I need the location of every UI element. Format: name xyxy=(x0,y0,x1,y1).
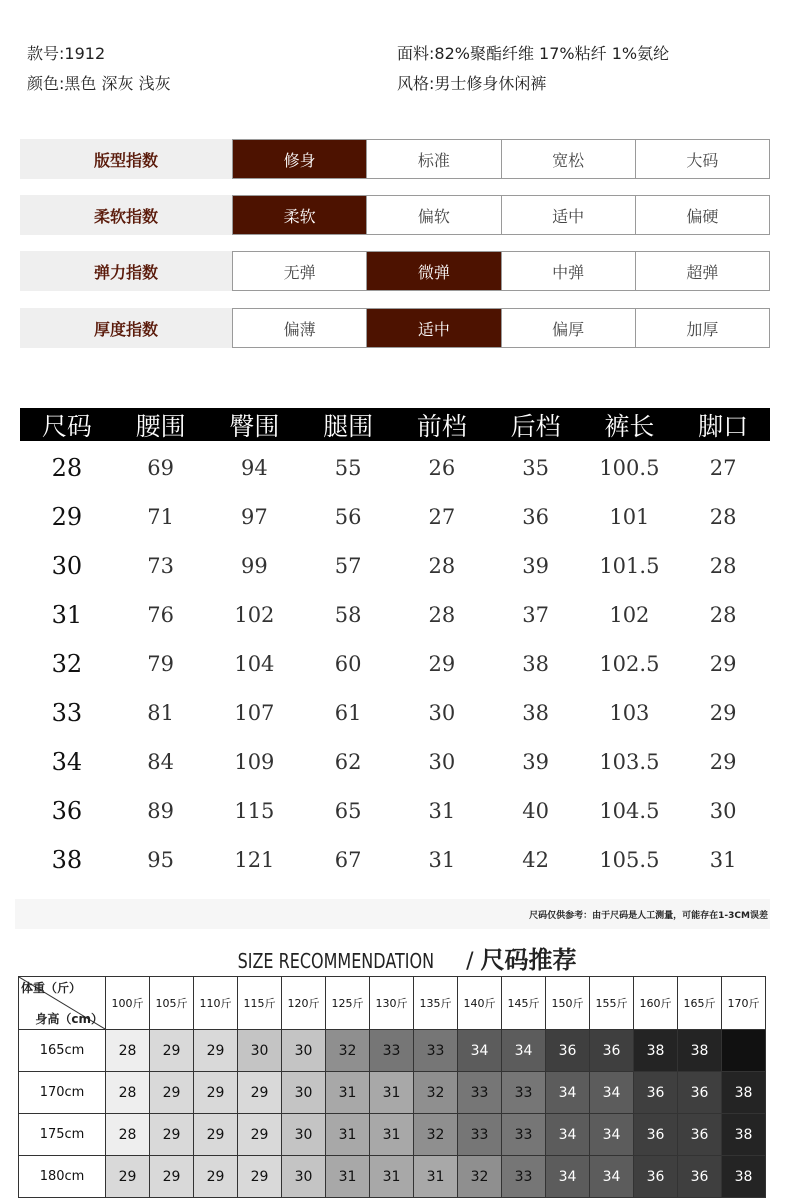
weight-header: 120斤 xyxy=(282,977,326,1030)
recommended-size-cell: 36 xyxy=(678,1156,722,1198)
recommended-size-cell: 38 xyxy=(634,1030,678,1072)
recommended-size-cell: 33 xyxy=(502,1114,546,1156)
recommended-size-cell: 29 xyxy=(194,1114,238,1156)
measurement-value: 69 xyxy=(147,456,174,481)
recommended-size-cell: 36 xyxy=(634,1114,678,1156)
size-table-row xyxy=(20,737,770,786)
index-options xyxy=(232,139,770,179)
size-header-cell: 尺码 xyxy=(41,411,92,441)
measurement-value: 37 xyxy=(522,603,549,628)
size-table-row xyxy=(20,786,770,835)
measurement-value: 107 xyxy=(234,700,275,725)
measurement-value: 81 xyxy=(147,700,174,725)
measurement-value: 76 xyxy=(147,603,174,628)
index-option-selected: 修身 xyxy=(233,140,366,178)
weight-header: 125斤 xyxy=(326,977,370,1030)
measurement-value: 84 xyxy=(147,749,174,774)
index-options xyxy=(232,308,770,348)
recommended-size-cell: 34 xyxy=(458,1030,502,1072)
recommended-size-cell: 33 xyxy=(502,1156,546,1198)
recommended-size-cell: 33 xyxy=(458,1114,502,1156)
recommended-size-cell: 29 xyxy=(238,1072,282,1114)
recommended-size-cell: 34 xyxy=(590,1072,634,1114)
style-number xyxy=(27,44,105,64)
index-label: 柔软指数 xyxy=(20,195,232,235)
index-row xyxy=(20,251,770,291)
recommended-size-cell: 34 xyxy=(590,1114,634,1156)
measurement-value: 31 xyxy=(428,798,456,823)
measurement-value: 60 xyxy=(334,652,362,676)
measurement-value: 104 xyxy=(234,652,275,676)
measurement-value: 105.5 xyxy=(599,847,660,872)
index-option-selected: 适中 xyxy=(366,309,500,347)
weight-header: 170斤 xyxy=(722,977,766,1030)
height-header: 170cm xyxy=(19,1072,106,1114)
measurement-value: 100.5 xyxy=(599,456,660,481)
weight-header: 115斤 xyxy=(238,977,282,1030)
measurement-value: 102.5 xyxy=(599,652,660,676)
recommended-size-cell: 29 xyxy=(150,1114,194,1156)
recommended-size-cell: 29 xyxy=(194,1072,238,1114)
size-value: 34 xyxy=(51,747,83,776)
measurement-value: 35 xyxy=(522,456,549,481)
recommendation-title-en: SIZE RECOMMENDATION xyxy=(238,949,435,973)
recommendation-title-cn: 尺码推荐 xyxy=(480,946,577,974)
measurement-value: 95 xyxy=(147,847,174,872)
recommended-size-cell: 33 xyxy=(414,1030,458,1072)
index-option-selected: 微弹 xyxy=(366,252,500,290)
index-options xyxy=(232,195,770,235)
size-header-cell: 后档 xyxy=(510,411,561,441)
recommended-size-cell: 31 xyxy=(326,1156,370,1198)
weight-header: 110斤 xyxy=(194,977,238,1030)
weight-header: 160斤 xyxy=(634,977,678,1030)
size-table-row xyxy=(20,444,770,493)
measurement-value: 36 xyxy=(522,505,549,530)
size-value: 38 xyxy=(51,845,83,874)
measurement-value: 71 xyxy=(147,505,174,530)
recommended-size-cell: 31 xyxy=(326,1114,370,1156)
measurement-value: 28 xyxy=(709,505,737,530)
index-option: 标准 xyxy=(366,140,500,178)
recommended-size-cell: 30 xyxy=(282,1114,326,1156)
measurement-value: 61 xyxy=(334,700,362,725)
index-options xyxy=(232,251,770,291)
size-table-row xyxy=(20,542,770,591)
measurement-value: 101.5 xyxy=(599,554,660,579)
recommended-size-cell: 32 xyxy=(414,1072,458,1114)
index-option: 加厚 xyxy=(635,309,769,347)
measurement-value: 31 xyxy=(709,847,737,872)
index-option: 超弹 xyxy=(635,252,769,290)
grid-row xyxy=(19,1156,766,1198)
recommended-size-cell: 36 xyxy=(634,1072,678,1114)
fabric-info xyxy=(397,44,669,64)
measurement-value: 40 xyxy=(522,798,549,823)
height-header: 180cm xyxy=(19,1156,106,1198)
recommended-size-cell: 29 xyxy=(194,1030,238,1072)
style-value: 1912 xyxy=(64,44,106,63)
recommended-size-cell: 28 xyxy=(106,1072,150,1114)
measurement-value: 99 xyxy=(241,554,268,579)
measurement-value: 89 xyxy=(147,798,174,823)
recommended-size-cell: 33 xyxy=(502,1072,546,1114)
size-value: 28 xyxy=(51,454,83,483)
measurement-value: 27 xyxy=(428,505,456,530)
size-table-row xyxy=(20,493,770,542)
index-label: 厚度指数 xyxy=(20,308,232,348)
index-label: 弹力指数 xyxy=(20,251,232,291)
weight-header: 150斤 xyxy=(546,977,590,1030)
measurement-value: 58 xyxy=(334,603,362,628)
measurement-value: 104.5 xyxy=(599,798,660,823)
measurement-value: 102 xyxy=(234,603,275,628)
corner-weight-label: 体重（斤） xyxy=(21,981,82,995)
measurement-value: 39 xyxy=(522,554,549,579)
measurement-value: 102 xyxy=(609,603,650,628)
measurement-value: 29 xyxy=(709,749,737,774)
size-value: 30 xyxy=(51,552,83,581)
measurement-value: 29 xyxy=(709,652,737,676)
height-header: 175cm xyxy=(19,1114,106,1156)
recommended-size-cell xyxy=(722,1030,766,1072)
recommended-size-cell: 32 xyxy=(458,1156,502,1198)
style-label: 款号: xyxy=(27,44,65,63)
grid-row xyxy=(19,1114,766,1156)
recommended-size-cell: 38 xyxy=(722,1114,766,1156)
recommended-size-cell: 36 xyxy=(590,1030,634,1072)
index-option: 适中 xyxy=(501,196,635,234)
type-value: 男士修身休闲裤 xyxy=(434,74,547,93)
recommended-size-cell: 30 xyxy=(282,1030,326,1072)
weight-header: 140斤 xyxy=(458,977,502,1030)
recommended-size-cell: 32 xyxy=(326,1030,370,1072)
size-table-row xyxy=(20,640,770,689)
recommended-size-cell: 29 xyxy=(194,1156,238,1198)
type-label: 风格: xyxy=(397,74,435,93)
measurement-value: 29 xyxy=(709,700,737,725)
measurement-value: 28 xyxy=(428,554,456,579)
size-table-body xyxy=(20,444,770,884)
recommended-size-cell: 28 xyxy=(106,1030,150,1072)
size-header-cell: 腿围 xyxy=(323,411,374,441)
measurement-value: 67 xyxy=(334,847,362,872)
recommended-size-cell: 31 xyxy=(326,1072,370,1114)
measurement-value: 55 xyxy=(334,456,362,481)
recommended-size-cell: 34 xyxy=(546,1156,590,1198)
measurement-value: 28 xyxy=(709,603,737,628)
recommended-size-cell: 31 xyxy=(370,1156,414,1198)
size-table-row xyxy=(20,688,770,737)
size-header-cell: 前档 xyxy=(416,411,467,441)
measurement-value: 30 xyxy=(428,700,456,725)
size-table-header xyxy=(20,408,770,441)
size-table-row xyxy=(20,591,770,640)
measurement-value: 73 xyxy=(147,554,174,579)
grid-row xyxy=(19,1072,766,1114)
recommended-size-cell: 33 xyxy=(370,1030,414,1072)
index-option: 偏软 xyxy=(366,196,500,234)
index-option: 偏薄 xyxy=(283,319,316,339)
recommended-size-cell: 29 xyxy=(238,1114,282,1156)
recommended-size-cell: 34 xyxy=(546,1114,590,1156)
recommended-size-cell: 36 xyxy=(678,1072,722,1114)
grid-header-row xyxy=(19,977,766,1030)
recommended-size-cell: 36 xyxy=(634,1156,678,1198)
weight-header: 100斤 xyxy=(106,977,150,1030)
measurement-value: 38 xyxy=(522,652,549,676)
size-value: 33 xyxy=(51,698,83,727)
measurement-value: 97 xyxy=(241,505,268,530)
measurement-value: 56 xyxy=(334,505,362,530)
recommended-size-cell: 30 xyxy=(238,1030,282,1072)
recommended-size-cell: 38 xyxy=(678,1030,722,1072)
size-value: 29 xyxy=(51,503,83,532)
weight-header: 130斤 xyxy=(370,977,414,1030)
index-option: 无弹 xyxy=(283,262,316,282)
measurement-value: 57 xyxy=(334,554,362,579)
measurement-value: 42 xyxy=(522,847,549,872)
measurement-value: 103.5 xyxy=(599,749,660,774)
size-table-row xyxy=(20,835,770,884)
measurement-value: 38 xyxy=(522,700,549,725)
measurement-value: 121 xyxy=(234,847,275,872)
color-value: 黑色 深灰 浅灰 xyxy=(64,74,171,93)
recommended-size-cell: 34 xyxy=(590,1156,634,1198)
recommended-size-cell: 29 xyxy=(150,1030,194,1072)
measurement-value: 115 xyxy=(234,798,275,823)
measurement-value: 27 xyxy=(709,456,737,481)
recommended-size-cell: 33 xyxy=(458,1072,502,1114)
fabric-value: 82%聚酯纤维 17%粘纤 1%氨纶 xyxy=(434,44,670,63)
index-option: 偏硬 xyxy=(635,196,769,234)
height-header: 165cm xyxy=(19,1030,106,1072)
recommended-size-cell: 29 xyxy=(150,1156,194,1198)
size-value: 36 xyxy=(51,796,83,825)
index-label: 版型指数 xyxy=(20,139,232,179)
measurement-value: 79 xyxy=(147,652,174,676)
measurement-value: 30 xyxy=(709,798,737,823)
index-row xyxy=(20,308,770,348)
recommended-size-cell: 38 xyxy=(722,1072,766,1114)
measurement-value: 26 xyxy=(428,456,456,481)
measurement-value: 31 xyxy=(428,847,456,872)
recommended-size-cell: 31 xyxy=(414,1156,458,1198)
recommended-size-cell: 29 xyxy=(106,1156,150,1198)
measurement-value: 39 xyxy=(522,749,549,774)
recommended-size-cell: 31 xyxy=(370,1114,414,1156)
measurement-value: 103 xyxy=(609,700,650,725)
index-option: 中弹 xyxy=(501,252,635,290)
color-info xyxy=(27,74,171,94)
recommended-size-cell: 30 xyxy=(282,1072,326,1114)
size-header-cell: 脚口 xyxy=(698,411,749,441)
size-header-cell: 臀围 xyxy=(229,411,280,441)
index-row xyxy=(20,139,770,179)
index-option: 大码 xyxy=(635,140,769,178)
recommended-size-cell: 36 xyxy=(678,1114,722,1156)
weight-header: 105斤 xyxy=(150,977,194,1030)
measurement-value: 101 xyxy=(609,505,650,530)
style-type-info xyxy=(397,74,546,94)
weight-header: 165斤 xyxy=(678,977,722,1030)
size-value: 32 xyxy=(51,650,83,678)
recommended-size-cell: 36 xyxy=(546,1030,590,1072)
grid-row xyxy=(19,1030,766,1072)
size-recommendation-grid xyxy=(18,976,766,1198)
index-option: 宽松 xyxy=(501,140,635,178)
size-value: 31 xyxy=(51,601,83,630)
weight-header: 145斤 xyxy=(502,977,546,1030)
recommended-size-cell: 31 xyxy=(370,1072,414,1114)
measurement-value: 62 xyxy=(334,749,362,774)
recommended-size-cell: 29 xyxy=(150,1072,194,1114)
size-header-cell: 裤长 xyxy=(604,411,655,441)
measurement-value: 30 xyxy=(428,749,456,774)
grid-corner xyxy=(19,977,106,1030)
recommended-size-cell: 34 xyxy=(546,1072,590,1114)
recommended-size-cell: 28 xyxy=(106,1114,150,1156)
recommended-size-cell: 34 xyxy=(502,1030,546,1072)
measurement-value: 94 xyxy=(241,456,268,481)
weight-header: 155斤 xyxy=(590,977,634,1030)
fabric-label: 面料: xyxy=(397,44,435,63)
measurement-value: 109 xyxy=(234,749,275,774)
index-row xyxy=(20,195,770,235)
recommended-size-cell: 30 xyxy=(282,1156,326,1198)
index-option-selected: 柔软 xyxy=(233,196,366,234)
measurement-value: 28 xyxy=(428,603,456,628)
recommendation-title-separator: / xyxy=(459,949,481,974)
recommendation-title xyxy=(0,940,790,975)
measurement-value: 28 xyxy=(709,554,737,579)
weight-header: 135斤 xyxy=(414,977,458,1030)
recommended-size-cell: 38 xyxy=(722,1156,766,1198)
measurement-value: 29 xyxy=(428,652,456,676)
measurement-value: 65 xyxy=(334,798,362,823)
recommended-size-cell: 29 xyxy=(238,1156,282,1198)
index-option: 偏厚 xyxy=(501,309,635,347)
color-label: 颜色: xyxy=(27,74,65,93)
size-header-cell: 腰围 xyxy=(135,411,186,441)
size-disclaimer: 尺码仅供参考：由于尺码是人工测量，可能存在1-3CM误差 xyxy=(15,899,770,929)
recommended-size-cell: 32 xyxy=(414,1114,458,1156)
corner-height-label: 身高（cm） xyxy=(35,1012,103,1026)
